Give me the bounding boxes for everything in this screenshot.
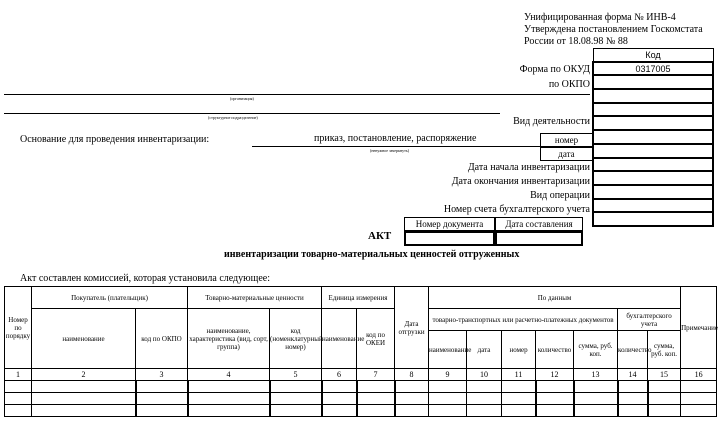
account-label: Номер счета бухгалтерского учета: [443, 204, 590, 215]
td-number-header: номер: [502, 331, 536, 369]
td-qty-header: количество: [536, 331, 574, 369]
act-title: АКТ: [368, 230, 392, 242]
codes-header: Код: [593, 49, 713, 62]
inv-end-code: [593, 171, 713, 185]
unit-code: [593, 103, 713, 117]
col-num-header: Номер по порядку: [5, 287, 32, 369]
buyer-header: Покупатель (плательщик): [32, 287, 188, 309]
table-row: [5, 381, 717, 393]
col-number: 1: [5, 369, 32, 381]
goods-code-header: код (номенклатурный номер): [270, 309, 322, 369]
unit-okei-header: код по ОКЕИ: [357, 309, 395, 369]
basis-date-code: [593, 144, 713, 158]
goods-name-header: наименование, характеристика (вид, сорт, группа): [188, 309, 270, 369]
inv-end-label: Дата окончания инвентаризации: [451, 176, 590, 187]
operation-label: Вид операции: [530, 190, 590, 201]
structural-unit-caption: (структурное подразделение): [208, 115, 258, 120]
table-row: [5, 405, 717, 417]
doc-date-header: [495, 217, 583, 231]
date-label-box: [540, 147, 593, 161]
table-row: [5, 393, 717, 405]
codes-table: [592, 48, 714, 227]
form-header-line3: России от 18.08.98 № 88: [524, 36, 628, 47]
inv-start-code: [593, 158, 713, 172]
okpo-code-2: [593, 89, 713, 103]
number-label: номер: [554, 135, 579, 145]
basis-value: приказ, постановление, распоряжение: [314, 133, 477, 144]
account-code: [593, 199, 713, 213]
unit-name-header: наименование: [322, 309, 357, 369]
operation-code: [593, 185, 713, 199]
col-number: 16: [681, 369, 717, 381]
col-number: 2: [32, 369, 136, 381]
acc-qty-header: количество: [618, 331, 648, 369]
unit-header: Единица измерения: [322, 287, 395, 309]
doc-number-header-text: Номер документа: [415, 219, 484, 229]
note-header: Примечание: [681, 287, 717, 369]
inventory-table: [4, 286, 717, 417]
buyer-okpo-header: код по ОКПО: [136, 309, 188, 369]
td-date-header: дата: [467, 331, 502, 369]
column-numbers-row: [5, 369, 717, 381]
col-number: 6: [322, 369, 357, 381]
activity-label: Вид деятельности: [513, 116, 590, 127]
okud-label: Форма по ОКУД: [519, 64, 590, 75]
form-header-line2: Утверждена постановлением Госкомстата: [524, 24, 703, 35]
goods-header: Товарно-материальные ценности: [188, 287, 322, 309]
basis-label: Основание для проведения инвентаризации:: [20, 134, 210, 145]
col-number: 11: [502, 369, 536, 381]
col-number: 15: [648, 369, 681, 381]
col-number: 10: [467, 369, 502, 381]
okud-code: 0317005: [593, 62, 713, 76]
col-number: 4: [188, 369, 270, 381]
acc-sum-header: сумма, руб. коп.: [648, 331, 681, 369]
organization-line: [4, 94, 590, 95]
form-header-line1: Унифицированная форма № ИНВ-4: [524, 12, 676, 23]
col-number: 12: [536, 369, 574, 381]
td-sum-header: сумма, руб. коп.: [574, 331, 618, 369]
account-code-2: [593, 212, 713, 226]
inv-start-label: Дата начала инвентаризации: [467, 162, 590, 173]
okpo-code: [593, 75, 713, 89]
commission-text: Акт составлен комиссией, которая установила следующее:: [20, 273, 270, 284]
doc-date-value: [495, 231, 583, 246]
basis-line: [252, 146, 540, 147]
basis-number-code: [593, 130, 713, 144]
date-label: дата: [558, 149, 575, 159]
ship-date-header: Дата отгрузки: [395, 287, 429, 369]
doc-date-header-text: Дата составления: [505, 219, 573, 229]
structural-unit-line: [4, 113, 500, 114]
activity-code: [593, 116, 713, 130]
by-data-header: По данным: [429, 287, 681, 309]
organization-caption: (организация): [230, 96, 254, 101]
doc-number-value: [404, 231, 495, 246]
buyer-name-header: наименование: [32, 309, 136, 369]
col-number: 8: [395, 369, 429, 381]
col-number: 7: [357, 369, 395, 381]
doc-number-header: [404, 217, 495, 231]
col-number: 9: [429, 369, 467, 381]
transport-docs-header: товарно-транспортных или расчетно-платежных документов: [429, 309, 618, 331]
col-number: 14: [618, 369, 648, 381]
act-subtitle: инвентаризации товарно-материальных ценностей отгруженных: [224, 249, 520, 260]
okpo-label: по ОКПО: [548, 79, 590, 90]
col-number: 5: [270, 369, 322, 381]
doc-name-caption: (ненужное зачеркнуть): [370, 148, 410, 153]
col-number: 13: [574, 369, 618, 381]
col-number: 3: [136, 369, 188, 381]
accounting-header: бухгалтерского учета: [618, 309, 681, 331]
td-name-header: наименование: [429, 331, 467, 369]
number-label-box: [540, 133, 593, 147]
